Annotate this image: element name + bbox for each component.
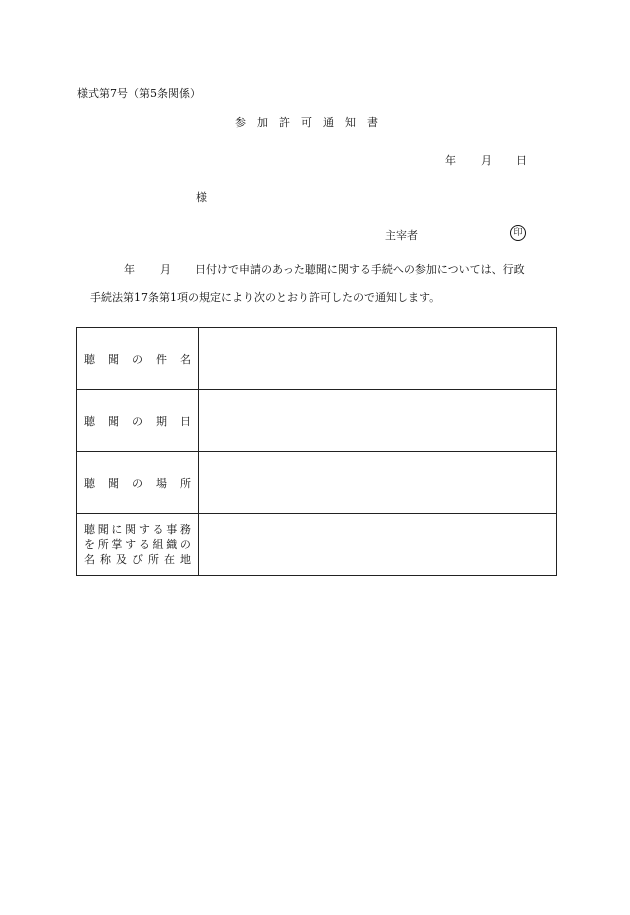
recipient-honorific: 様: [196, 191, 207, 204]
row-label-multiline: [77, 522, 198, 567]
form-number: 様式第7号（第5条関係）: [77, 87, 201, 100]
label-char: の: [179, 538, 191, 551]
row-label-line: [84, 552, 191, 567]
body-text-line1: 日付けで申請のあった聴聞に関する手続への参加については、行政: [195, 263, 525, 276]
row-value-cell: [199, 452, 557, 514]
label-char: 聴: [84, 352, 95, 366]
body-year: 年: [124, 263, 135, 276]
row-label-cell: [77, 514, 199, 576]
row-label-cell: [77, 452, 199, 514]
label-char: 及: [116, 553, 127, 566]
document-title: 参加許可通知書: [235, 116, 389, 129]
row-value-cell: [199, 390, 557, 452]
label-char: す: [125, 538, 137, 551]
label-char: 所: [148, 553, 159, 566]
label-char: 聞: [108, 414, 119, 428]
label-char: 組: [152, 538, 164, 551]
label-char: 関: [125, 523, 137, 536]
label-char: る: [152, 523, 164, 536]
label-char: 名: [84, 553, 95, 566]
label-char: 名: [180, 352, 191, 366]
label-char: す: [138, 523, 150, 536]
label-char: 称: [100, 553, 111, 566]
label-char: 在: [164, 553, 175, 566]
table-row: [77, 514, 557, 576]
label-char: 織: [166, 538, 178, 551]
label-char: の: [132, 414, 143, 428]
label-char: 聞: [108, 352, 119, 366]
row-label-cell: [77, 328, 199, 390]
row-value-cell: [199, 328, 557, 390]
label-char: 場: [156, 476, 167, 490]
label-char: 聴: [84, 523, 95, 536]
row-label-cell: [77, 390, 199, 452]
row-label: [77, 413, 198, 429]
row-label-line: [84, 522, 191, 537]
label-char: 所: [97, 538, 109, 551]
label-char: の: [132, 476, 143, 490]
label-char: に: [111, 523, 123, 536]
table-row: [77, 328, 557, 390]
label-char: 聞: [97, 523, 109, 536]
row-label: [77, 475, 198, 491]
label-char: 期: [156, 414, 167, 428]
label-char: 件: [156, 352, 167, 366]
host-label: 主宰者: [385, 229, 418, 242]
date-month: 月: [481, 154, 492, 167]
label-char: る: [138, 538, 150, 551]
seal-mark-icon: 印: [510, 225, 526, 241]
label-char: 聞: [108, 476, 119, 490]
date-year: 年: [445, 154, 456, 167]
label-char: 事: [166, 523, 178, 536]
date-day: 日: [516, 154, 527, 167]
label-char: 所: [180, 476, 191, 490]
row-label-line: [84, 537, 191, 552]
label-char: 聴: [84, 414, 95, 428]
info-table: [76, 327, 557, 576]
label-char: 地: [180, 553, 191, 566]
label-char: 掌: [111, 538, 123, 551]
label-char: 務: [179, 523, 191, 536]
body-month: 月: [160, 263, 171, 276]
table-row: [77, 452, 557, 514]
label-char: を: [84, 538, 95, 551]
row-value-cell: [199, 514, 557, 576]
label-char: 日: [180, 414, 191, 428]
label-char: 聴: [84, 476, 95, 490]
body-text-line2: 手続法第17条第1項の規定により次のとおり許可したので通知します。: [90, 291, 441, 304]
label-char: び: [132, 553, 143, 566]
row-label: [77, 351, 198, 367]
label-char: の: [132, 352, 143, 366]
table-row: [77, 390, 557, 452]
